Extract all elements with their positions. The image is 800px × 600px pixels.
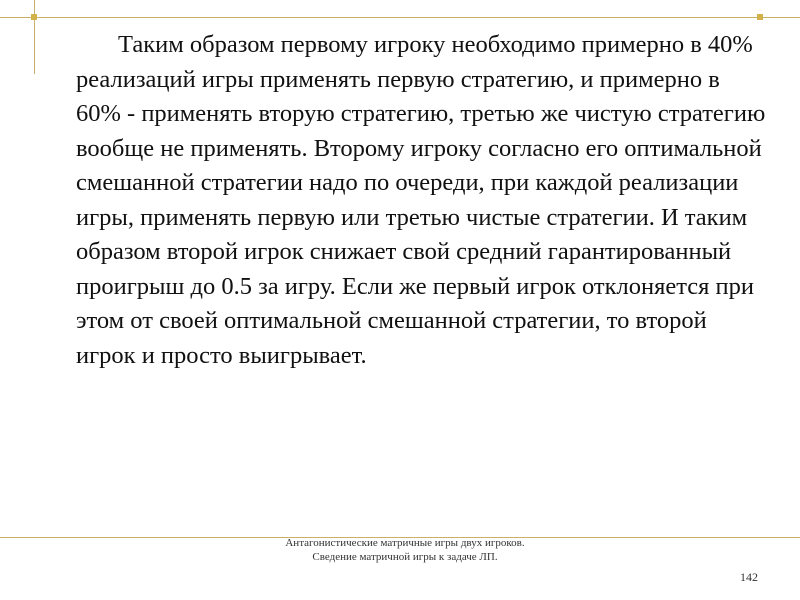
slide-body-text: Таким образом первому игроку необходимо примерно в 40% реализаций игры применять первую стратегию, и примерно в 60% - применять вторую стратегию, третью же чистую стратегию вообще не применять. Второму игроку согласно его оптимальной смешанной стратегии надо по очереди, при каждой реализации игры, применять первую или третью чистые стратегии. И таким образом второй игрок снижает свой средний гарантированный проигрыш до 0.5 за игру. Если же первый игрок отклоняется при этом от своей оптимальной смешанной стратегии, то второй игрок и просто выигрывает.: [76, 31, 766, 369]
top-frame-line: [0, 17, 800, 18]
page-number: 142: [740, 570, 758, 584]
right-corner-marker: [757, 14, 763, 20]
left-frame-line: [34, 0, 35, 74]
left-corner-marker: [31, 14, 37, 20]
footer-title: Антагонистические матричные игры двух игроков. Сведение матричной игры к задаче ЛП.: [285, 537, 525, 563]
